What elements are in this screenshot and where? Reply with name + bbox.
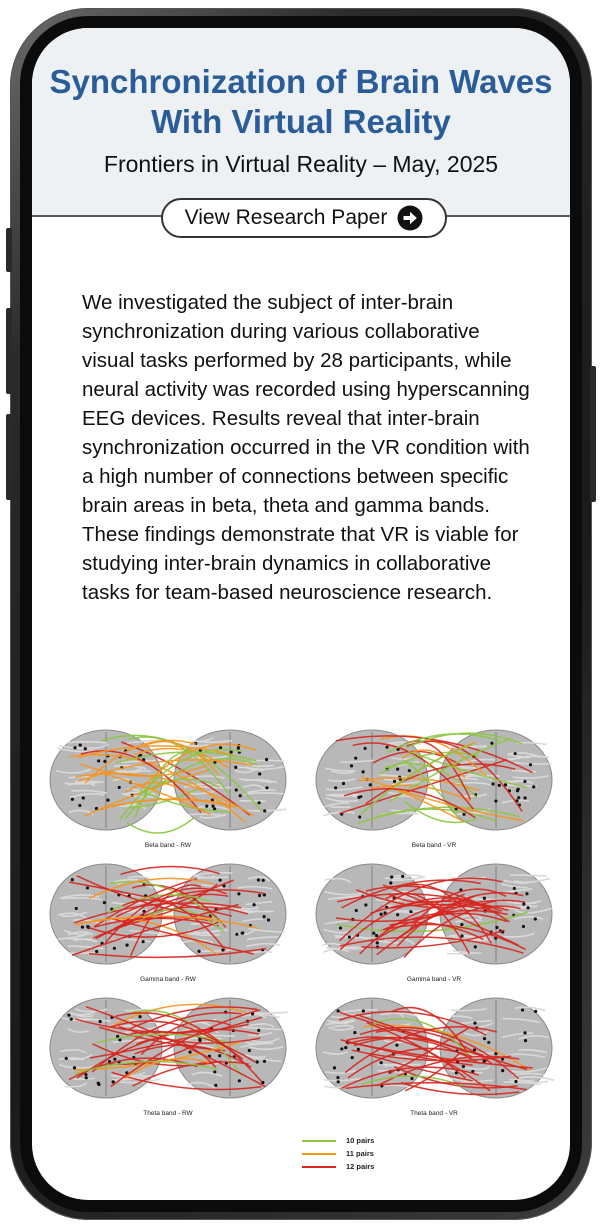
electrode bbox=[256, 1060, 259, 1063]
legend-label: 12 pairs bbox=[346, 1162, 375, 1171]
electrode bbox=[112, 1080, 115, 1083]
brain-connectivity-diagram bbox=[48, 996, 288, 1108]
electrode bbox=[340, 1047, 343, 1050]
volume-up-button bbox=[6, 308, 12, 394]
electrode bbox=[534, 917, 537, 920]
electrode bbox=[106, 798, 109, 801]
electrode bbox=[73, 1066, 76, 1069]
electrode bbox=[491, 782, 494, 785]
electrode bbox=[495, 926, 498, 929]
electrode bbox=[78, 804, 81, 807]
electrode bbox=[396, 913, 399, 916]
electrode bbox=[197, 950, 200, 953]
electrode bbox=[524, 1039, 527, 1042]
legend-label: 11 pairs bbox=[346, 1149, 374, 1158]
electrode bbox=[71, 798, 74, 801]
electrode bbox=[523, 1031, 526, 1034]
electrode bbox=[333, 1066, 336, 1069]
electrode bbox=[334, 786, 337, 789]
electrode bbox=[385, 746, 388, 749]
electrode bbox=[353, 1031, 356, 1034]
electrode bbox=[213, 1070, 216, 1073]
electrode bbox=[113, 947, 116, 950]
electrode bbox=[213, 807, 216, 810]
electrode bbox=[265, 786, 268, 789]
electrode bbox=[363, 747, 366, 750]
electrode bbox=[348, 936, 351, 939]
electrode bbox=[262, 879, 265, 882]
electrode bbox=[522, 902, 525, 905]
view-research-paper-label: View Research Paper bbox=[184, 206, 388, 229]
electrode bbox=[118, 786, 121, 789]
electrode bbox=[67, 1014, 70, 1017]
electrode bbox=[359, 795, 362, 798]
electrode bbox=[257, 878, 260, 881]
electrode bbox=[474, 945, 477, 948]
legend-swatch bbox=[302, 1140, 336, 1142]
electrode bbox=[211, 805, 214, 808]
electrode bbox=[357, 1048, 360, 1051]
electrode bbox=[355, 909, 358, 912]
electrode bbox=[248, 1049, 251, 1052]
electrode bbox=[401, 875, 404, 878]
electrode bbox=[344, 1046, 347, 1049]
electrode bbox=[514, 1080, 517, 1083]
electrode bbox=[410, 1077, 413, 1080]
electrode bbox=[337, 1080, 340, 1083]
electrode bbox=[218, 1054, 221, 1057]
figure-legend bbox=[302, 1134, 442, 1173]
electrode bbox=[522, 925, 525, 928]
electrode bbox=[395, 1044, 398, 1047]
electrode bbox=[267, 918, 270, 921]
electrode bbox=[234, 766, 237, 769]
electrode bbox=[354, 757, 357, 760]
publication-info: Frontiers in Virtual Reality – May, 2025 bbox=[103, 151, 499, 177]
brain-connectivity-diagram bbox=[314, 862, 554, 974]
abstract-text: We investigated the subject of inter-brain synchronization during various collaborative visual tasks performed by 28 participants, while neural activity was recorded using hyperscanning EEG devices. Results reveal that inter-brain synchronization occurred in the VR condition with a high number of connections between specific brain areas in beta, theta and gamma bands. These findings demonstrate that VR is viable for studying inter-brain dynamics in collaborative tasks for team-based neuroscience research. bbox=[82, 291, 530, 604]
electrode bbox=[230, 750, 233, 753]
electrode bbox=[263, 915, 266, 918]
electrode bbox=[487, 1041, 490, 1044]
electrode bbox=[390, 875, 393, 878]
figure-panel bbox=[48, 728, 288, 854]
electrode bbox=[81, 925, 84, 928]
legend-swatch bbox=[302, 1166, 336, 1168]
electrode bbox=[372, 932, 375, 935]
electrode bbox=[396, 767, 399, 770]
electrode bbox=[408, 769, 411, 772]
electrode bbox=[498, 784, 501, 787]
electrode bbox=[237, 892, 240, 895]
electrode bbox=[342, 782, 345, 785]
electrode bbox=[235, 788, 238, 791]
brain-gyrus bbox=[197, 877, 228, 878]
panel-caption: Beta band - VR bbox=[411, 842, 457, 849]
electrode bbox=[462, 1065, 465, 1068]
electrode bbox=[514, 752, 517, 755]
electrode bbox=[84, 747, 87, 750]
electrode bbox=[513, 887, 516, 890]
electrode bbox=[380, 913, 383, 916]
electrode bbox=[258, 894, 261, 897]
electrode bbox=[86, 886, 89, 889]
panel-caption: Gamma band - VR bbox=[406, 976, 462, 983]
electrode bbox=[523, 780, 526, 783]
electrode bbox=[79, 744, 82, 747]
electrode bbox=[361, 770, 364, 773]
electrode bbox=[358, 815, 361, 818]
electrode bbox=[263, 1060, 266, 1063]
electrode bbox=[95, 950, 98, 953]
electrode bbox=[103, 760, 106, 763]
electrode bbox=[529, 763, 532, 766]
electrode bbox=[409, 910, 412, 913]
electrode bbox=[337, 1009, 340, 1012]
electrode bbox=[369, 783, 372, 786]
electrode bbox=[214, 1084, 217, 1087]
electrode bbox=[393, 780, 396, 783]
electrode bbox=[70, 1018, 73, 1021]
electrode bbox=[257, 1029, 260, 1032]
electrode bbox=[125, 943, 128, 946]
electrode bbox=[71, 878, 74, 881]
electrode bbox=[218, 879, 221, 882]
electrode bbox=[103, 901, 106, 904]
electrode bbox=[239, 794, 242, 797]
brain-connectivity-diagram bbox=[48, 862, 288, 974]
panel-caption: Theta band - RW bbox=[143, 1110, 193, 1117]
electrode bbox=[138, 1015, 141, 1018]
electrode bbox=[521, 1008, 524, 1011]
electrode bbox=[252, 903, 255, 906]
brain-gyrus bbox=[250, 952, 272, 953]
electrode bbox=[241, 931, 244, 934]
electrode bbox=[517, 796, 520, 799]
brain-gyrus bbox=[331, 807, 351, 808]
brain-connectivity-diagram bbox=[48, 728, 288, 840]
arrow-right-circle-icon bbox=[397, 205, 423, 231]
view-research-paper-button[interactable] bbox=[161, 198, 447, 238]
electrode bbox=[483, 1037, 486, 1040]
electrode bbox=[188, 1051, 191, 1054]
volume-down-button bbox=[6, 414, 12, 500]
electrode bbox=[534, 1010, 537, 1013]
brain-connectivity-diagram bbox=[314, 728, 554, 840]
electrode bbox=[258, 801, 261, 804]
panel-caption: Beta band - RW bbox=[144, 842, 192, 849]
electrode bbox=[73, 746, 76, 749]
figure-panel bbox=[314, 862, 554, 988]
electrode bbox=[364, 903, 367, 906]
electrode bbox=[113, 1058, 116, 1061]
electrode bbox=[238, 1079, 241, 1082]
legend-item bbox=[302, 1147, 442, 1160]
figure-panel bbox=[314, 728, 554, 854]
screen bbox=[32, 28, 570, 1200]
electrode bbox=[490, 742, 493, 745]
electrode bbox=[483, 897, 486, 900]
electrode bbox=[527, 906, 530, 909]
electrode bbox=[336, 1076, 339, 1079]
electrode bbox=[532, 785, 535, 788]
electrode bbox=[362, 1009, 365, 1012]
article-header bbox=[32, 28, 570, 217]
electrode bbox=[339, 926, 342, 929]
electrode bbox=[97, 1083, 100, 1086]
electrode bbox=[523, 796, 526, 799]
figure-panel bbox=[48, 996, 288, 1122]
electrode bbox=[389, 881, 392, 884]
legend-item bbox=[302, 1134, 442, 1147]
page-title: Synchronization of Brain Waves With Virtual Reality bbox=[49, 63, 553, 140]
electrode bbox=[235, 933, 238, 936]
electrode bbox=[525, 892, 528, 895]
electrode bbox=[501, 1069, 504, 1072]
electrode bbox=[97, 759, 100, 762]
panel-caption: Theta band - VR bbox=[410, 1110, 458, 1117]
electrode bbox=[494, 799, 497, 802]
legend-label: 10 pairs bbox=[346, 1136, 375, 1145]
electrode bbox=[205, 805, 208, 808]
legend-swatch bbox=[302, 1153, 336, 1155]
electrode bbox=[82, 796, 85, 799]
electrode bbox=[380, 1061, 383, 1064]
silent-switch bbox=[6, 228, 12, 272]
legend-item bbox=[302, 1160, 442, 1173]
eeg-connectivity-figure bbox=[48, 728, 556, 1171]
electrode bbox=[350, 764, 353, 767]
electrode bbox=[473, 1021, 476, 1024]
electrode bbox=[142, 940, 145, 943]
figure-panel bbox=[48, 862, 288, 988]
electrode bbox=[85, 1076, 88, 1079]
electrode bbox=[75, 907, 78, 910]
electrode bbox=[460, 934, 463, 937]
electrode bbox=[99, 1020, 102, 1023]
power-button bbox=[590, 366, 596, 502]
electrode bbox=[263, 809, 266, 812]
electrode bbox=[65, 1057, 68, 1060]
electrode bbox=[265, 758, 268, 761]
electrode bbox=[516, 789, 519, 792]
electrode bbox=[460, 923, 463, 926]
figure-panel bbox=[314, 996, 554, 1122]
electrode bbox=[258, 772, 261, 775]
brain-connectivity-diagram bbox=[314, 996, 554, 1108]
electrode bbox=[351, 1056, 354, 1059]
electrode bbox=[376, 941, 379, 944]
panel-caption: Gamma band - RW bbox=[140, 976, 196, 983]
